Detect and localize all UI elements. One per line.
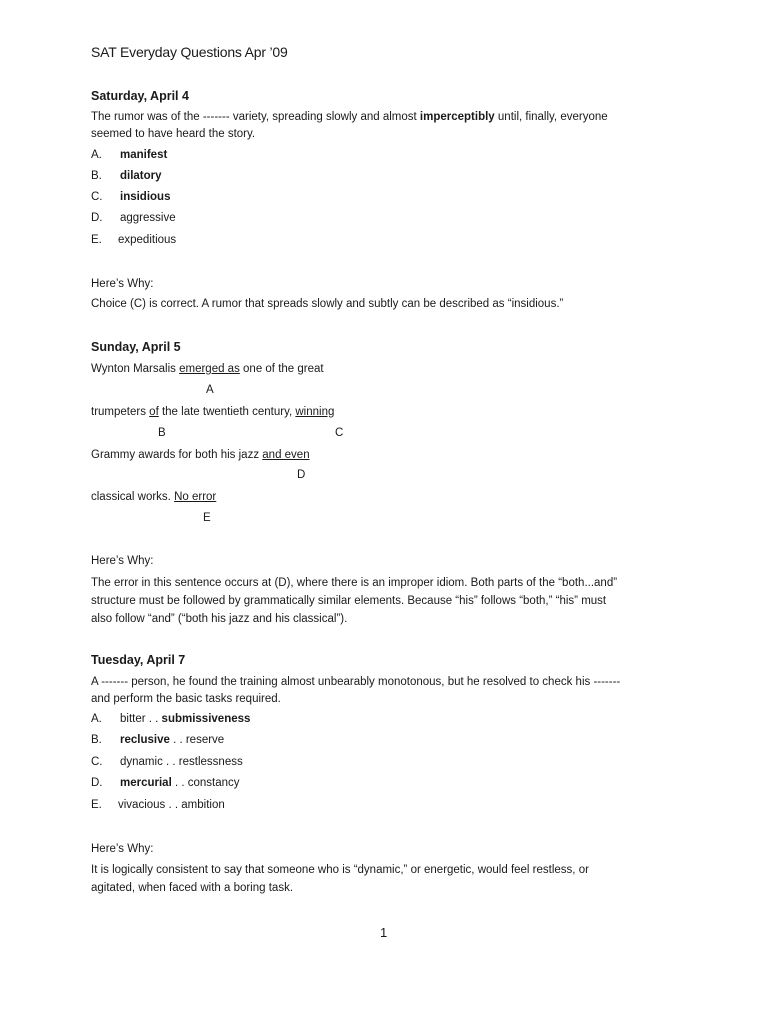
q2-sentence-line-1 (91, 361, 324, 378)
q1-option-text: expeditious (118, 234, 177, 246)
q1-option-letter: B. (91, 170, 102, 182)
q3-option-letter: C. (91, 756, 103, 768)
q2-heading: Sunday, April 5 (91, 340, 181, 354)
q2-text: Grammy awards for both his jazz (91, 449, 263, 461)
q3-option-text (120, 756, 243, 768)
q2-text: one of the great (239, 363, 324, 375)
q2-underlined-part-a: emerged as (179, 363, 240, 375)
q3-option-text (120, 713, 250, 725)
q2-marker-b: B (158, 427, 166, 439)
page-number: 1 (380, 925, 388, 940)
q3-stem-line-1: A ------- person, he found the training almost unbearably monotonous, but he resolved to check his ------- (91, 676, 621, 688)
q2-sentence-line-3 (91, 447, 310, 464)
q2-underlined-part-e: No error (174, 491, 217, 503)
q1-option-letter: D. (91, 212, 103, 224)
q3-option-part: bitter . . (120, 713, 162, 725)
q1-stem-bold: imperceptibly (419, 111, 495, 123)
q3-option-bold: reclusive (120, 734, 170, 746)
q2-why-line: also follow “and” (“both his jazz and his classical”). (91, 613, 348, 625)
q3-option-bold: submissiveness (161, 713, 251, 725)
q1-stem-text-a: The rumor was of the ------- variety, spreading slowly and almost (91, 111, 420, 123)
q3-option-part: dynamic . . restlessness (120, 756, 243, 768)
q2-text: trumpeters (91, 406, 150, 418)
q2-underlined-part-c: winning (295, 406, 335, 418)
q2-why-label: Here’s Why: (91, 555, 154, 567)
q3-why-line: agitated, when faced with a boring task. (91, 882, 294, 894)
q3-option-letter: D. (91, 777, 103, 789)
q2-sentence-line-4 (91, 489, 216, 506)
q2-why-line: structure must be followed by grammatically similar elements. Because “his” follows “both,” “his” must (91, 595, 607, 607)
q1-why-label: Here’s Why: (91, 278, 154, 290)
q2-sentence-line-2 (91, 404, 334, 421)
q3-option-part: . . constancy (171, 777, 240, 789)
q1-stem-line-2: seemed to have heard the story. (91, 128, 256, 140)
q2-marker-e: E (203, 512, 211, 524)
q2-underlined-part-d: and even (262, 449, 310, 461)
q3-why-line: It is logically consistent to say that someone who is “dynamic,” or energetic, would feel restless, or (91, 864, 589, 876)
q3-option-text (120, 777, 240, 789)
q3-option-text (120, 734, 224, 746)
q1-option-letter: E. (91, 234, 102, 246)
q2-text: Wynton Marsalis (91, 363, 180, 375)
q1-stem-text-b: until, finally, everyone (494, 111, 608, 123)
q1-option-text: manifest (120, 149, 168, 161)
q2-underlined-part-b: of (149, 406, 159, 418)
q1-stem-line-1 (91, 109, 608, 126)
q3-stem-line-2: and perform the basic tasks required. (91, 693, 281, 705)
document-title: SAT Everyday Questions Apr ’09 (91, 44, 288, 60)
q1-option-text: dilatory (120, 170, 162, 182)
q2-text: the late twentieth century, (158, 406, 296, 418)
q1-heading: Saturday, April 4 (91, 89, 189, 103)
q2-marker-d: D (297, 469, 306, 481)
q2-why-line: The error in this sentence occurs at (D), where there is an improper idiom. Both parts of the “both...and” (91, 577, 618, 589)
q2-text: classical works. (91, 491, 175, 503)
q3-option-letter: A. (91, 713, 102, 725)
q3-option-part: . . reserve (169, 734, 225, 746)
q2-marker-c: C (335, 427, 344, 439)
q3-why-label: Here’s Why: (91, 843, 154, 855)
q3-option-letter: E. (91, 799, 102, 811)
q3-option-letter: B. (91, 734, 102, 746)
q3-option-bold: mercurial (120, 777, 172, 789)
q1-option-text: aggressive (120, 212, 176, 224)
q3-heading: Tuesday, April 7 (91, 653, 186, 667)
q1-option-text: insidious (120, 191, 171, 203)
q1-why-text: Choice (C) is correct. A rumor that spreads slowly and subtly can be described as “insidious.” (91, 298, 564, 310)
q1-option-letter: A. (91, 149, 102, 161)
q2-marker-a: A (206, 384, 214, 396)
q3-option-text (118, 799, 225, 811)
q1-option-letter: C. (91, 191, 103, 203)
q3-option-part: vivacious . . ambition (118, 799, 225, 811)
